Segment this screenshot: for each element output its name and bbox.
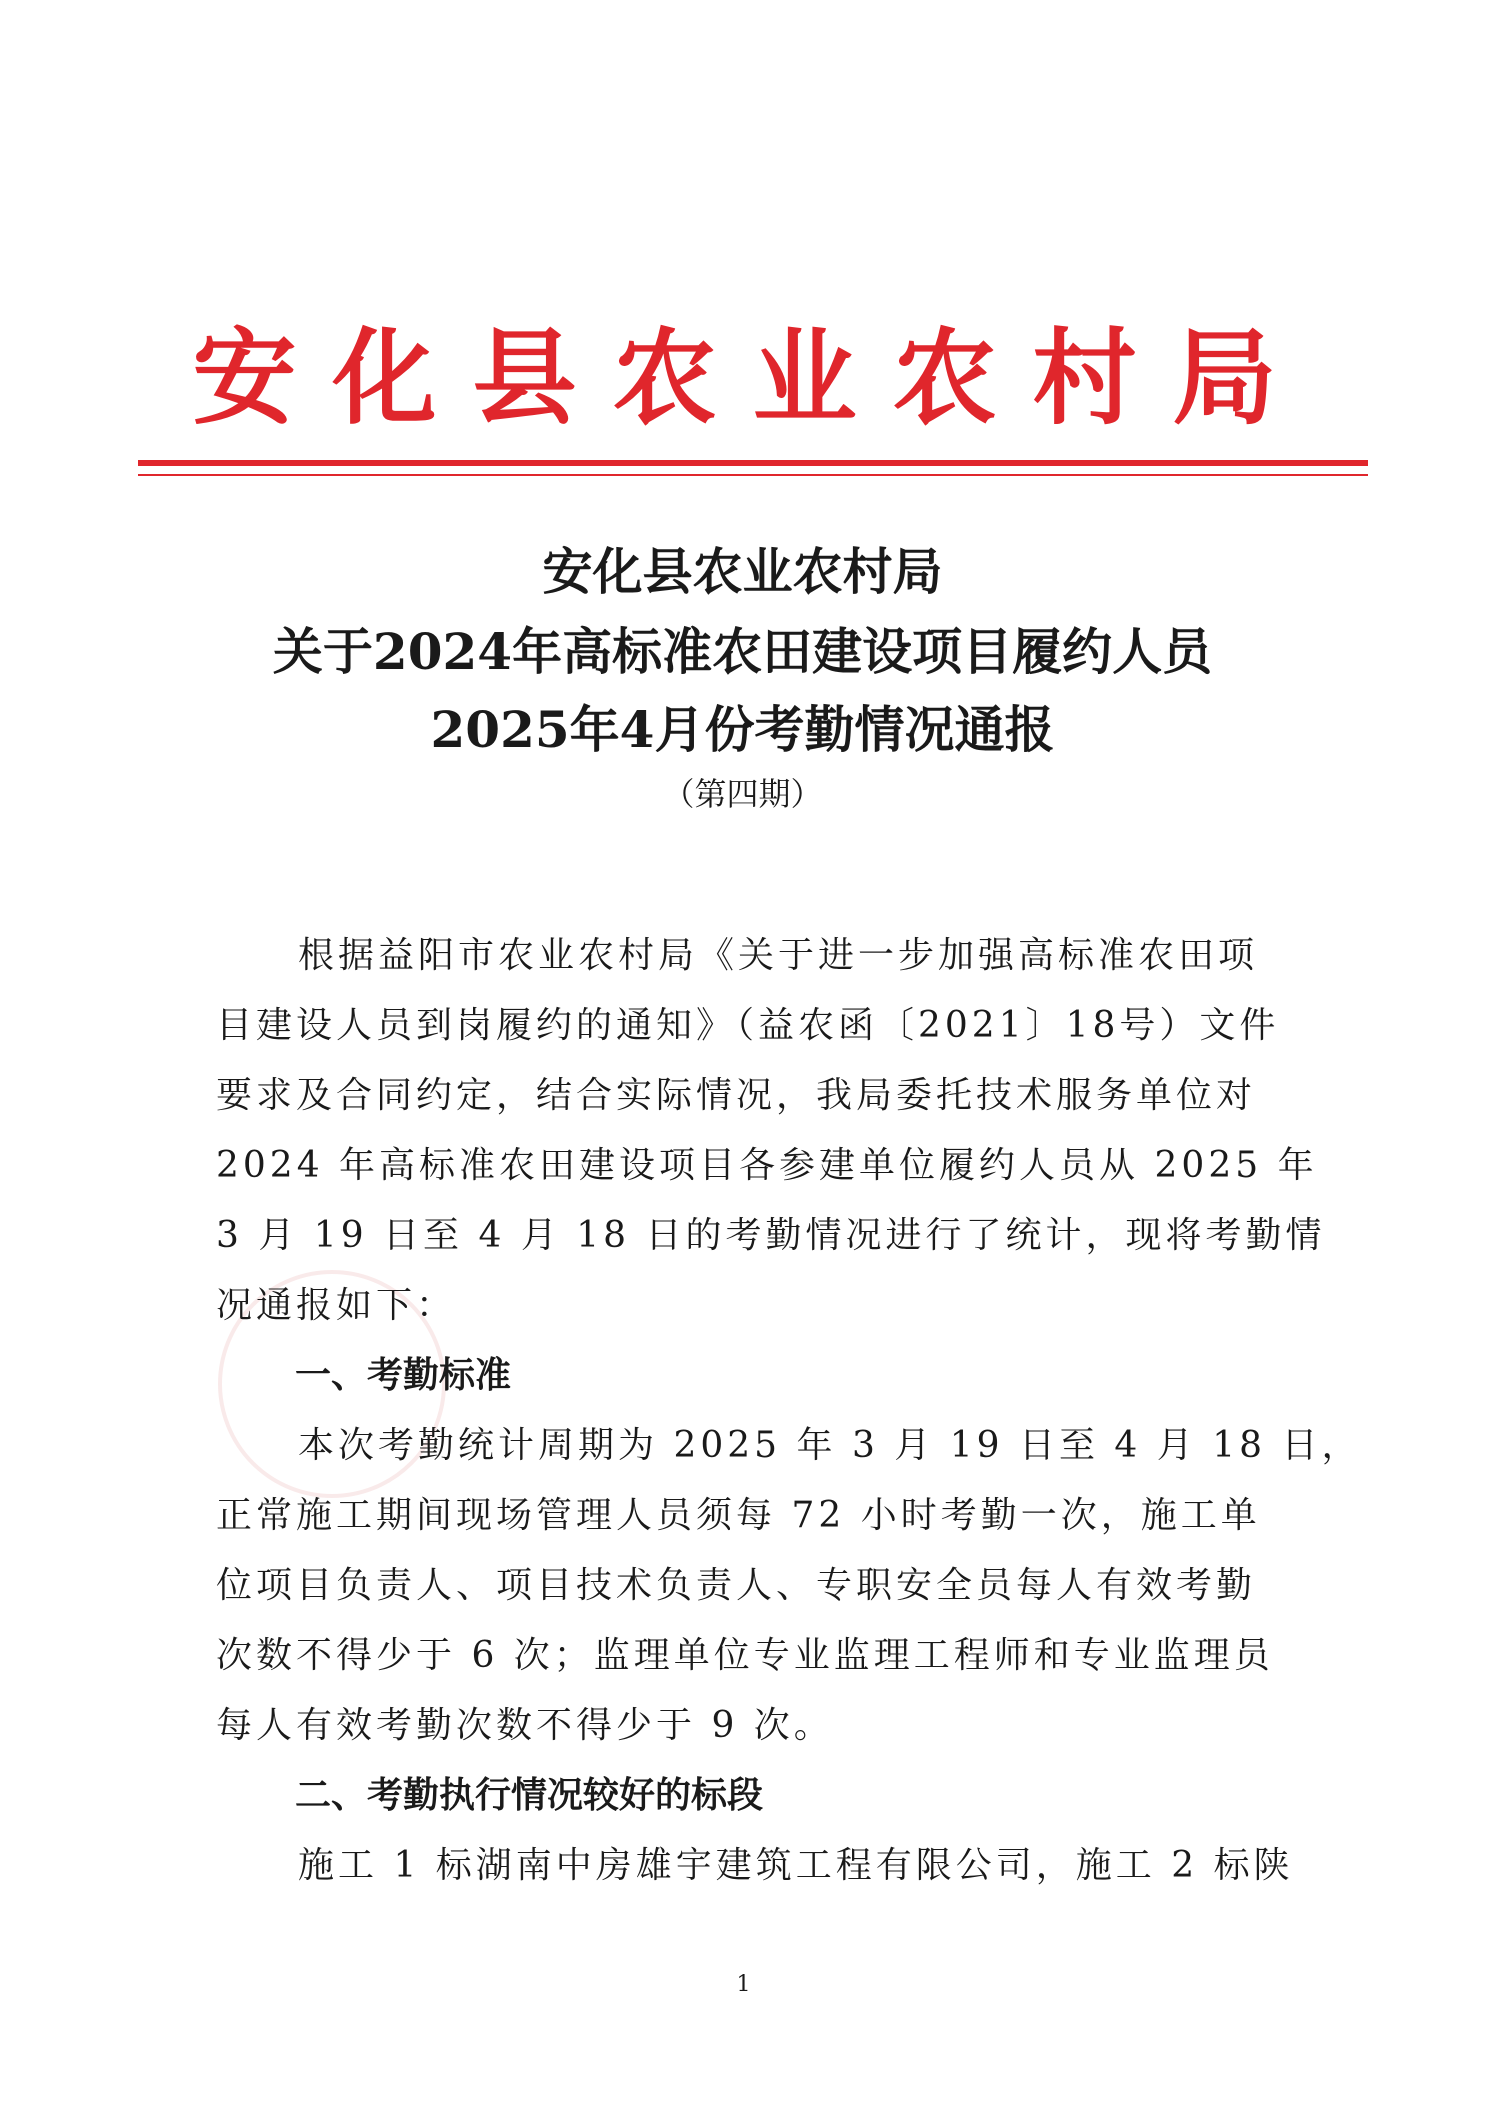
document-title-line-3: 2025年4月份考勤情况通报	[430, 700, 1055, 759]
page-number: 1	[736, 1972, 751, 1997]
masthead-title: 安化县农业农村局	[192, 317, 1313, 439]
intro-line-5: 3 月 19 日至 4 月 18 日的考勤情况进行了统计，现将考勤情	[216, 1215, 1326, 1256]
masthead-rule-thick	[138, 460, 1368, 466]
section-1-line-2: 正常施工期间现场管理人员须每 72 小时考勤一次，施工单	[216, 1495, 1261, 1536]
intro-line-4: 2024 年高标准农田建设项目各参建单位履约人员从 2025 年	[216, 1145, 1318, 1186]
issue-number: （第四期）	[662, 775, 823, 813]
section-1-line-3: 位项目负责人、项目技术负责人、专职安全员每人有效考勤	[216, 1565, 1257, 1606]
document-title-line-2: 关于2024年高标准农田建设项目履约人员	[272, 622, 1213, 681]
section-1-heading: 一、考勤标准	[295, 1355, 512, 1396]
section-1-line-5: 每人有效考勤次数不得少于 9 次。	[216, 1705, 834, 1746]
section-1-line-4: 次数不得少于 6 次；监理单位专业监理工程师和专业监理员	[216, 1635, 1274, 1676]
intro-line-2: 目建设人员到岗履约的通知》（益农函〔2021〕18号）文件	[216, 1005, 1280, 1046]
section-2-line-1: 施工 1 标湖南中房雄宇建筑工程有限公司，施工 2 标陕	[298, 1845, 1294, 1886]
section-2-heading: 二、考勤执行情况较好的标段	[295, 1775, 764, 1816]
section-1-line-1: 本次考勤统计周期为 2025 年 3 月 19 日至 4 月 18 日，	[298, 1425, 1362, 1466]
masthead-rule-thin	[138, 474, 1368, 476]
document-title-line-1: 安化县农业农村局	[542, 542, 943, 601]
intro-line-1: 根据益阳市农业农村局《关于进一步加强高标准农田项	[298, 935, 1259, 976]
intro-line-6: 况通报如下：	[216, 1285, 457, 1326]
intro-line-3: 要求及合同约定，结合实际情况，我局委托技术服务单位对	[216, 1075, 1257, 1116]
